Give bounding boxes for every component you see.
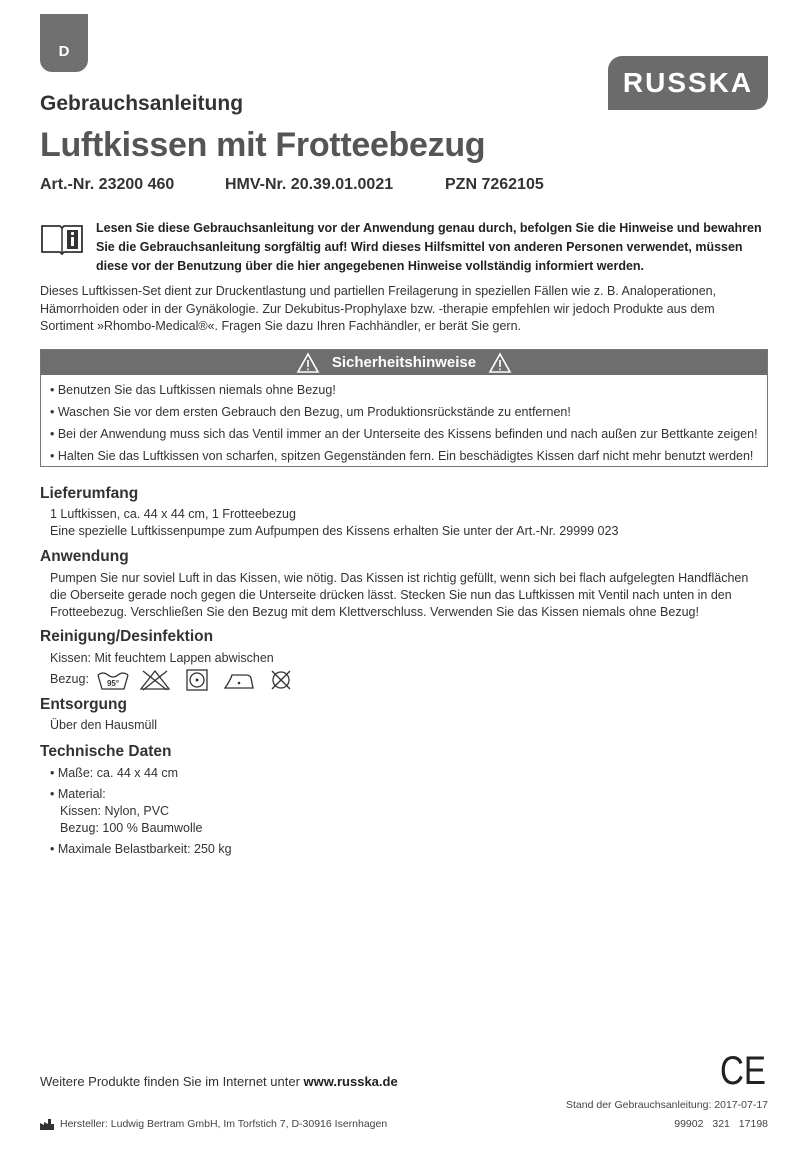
list-item: • Benutzen Sie das Luftkissen niemals ohne Bezug! bbox=[50, 383, 336, 397]
manufacturer-address: Hersteller: Ludwig Bertram GmbH, Im Torfstich 7, D-30916 Isernhagen bbox=[60, 1118, 388, 1130]
cleaning-bezug-label: Bezug: bbox=[50, 672, 89, 686]
language-tab bbox=[40, 14, 88, 72]
safety-list bbox=[41, 375, 767, 467]
section-body-technische-daten bbox=[50, 765, 770, 858]
care-symbols bbox=[96, 669, 298, 691]
safety-box bbox=[40, 349, 768, 467]
ce-mark-icon bbox=[720, 1049, 768, 1093]
document-code: 99902 321 bbox=[674, 1118, 730, 1130]
list-item: • Bei der Anwendung muss sich das Ventil immer an der Unterseite des Kissens befinden und nach außen zur Bettkante zeigen! bbox=[50, 427, 758, 441]
section-heading-lieferumfang: Lieferumfang bbox=[40, 485, 139, 502]
warning-icon bbox=[488, 352, 512, 374]
page-title: Luftkissen mit Frotteebezug bbox=[40, 126, 486, 164]
product-intro: Dieses Luftkissen-Set dient zur Druckentlastung und partiellen Freilagerung in speziellen Fällen wie z. B. Analoperationen, Hämorrhoiden oder in der Gynäkologie. Zur Dekubitus-Prophylaxe bzw. -therapie empfehlen wir jedoch Produkte aus dem Sortiment »Rhombo-Medical®«. Fragen Sie dazu Ihren Fachhändler, er berät Sie gern. bbox=[40, 284, 717, 333]
read-manual-icon bbox=[40, 222, 84, 256]
section-heading-anwendung: Anwendung bbox=[40, 548, 129, 565]
safety-heading: Sicherheitshinweise bbox=[331, 354, 477, 371]
brand-name: RUSSKA bbox=[622, 67, 754, 98]
hmv-number: HMV-Nr. 20.39.01.0021 bbox=[225, 176, 394, 193]
section-heading-technische-daten: Technische Daten bbox=[40, 743, 172, 760]
spec-material: • Material: bbox=[50, 787, 106, 801]
more-products-text: Weitere Produkte finden Sie im Internet unter bbox=[40, 1074, 300, 1089]
more-products bbox=[40, 1074, 398, 1089]
no-dry-clean-icon bbox=[264, 669, 298, 691]
text-line: Eine spezielle Luftkissenpumpe zum Aufpumpen des Kissens erhalten Sie unter der Art.-Nr. 29999 023 bbox=[50, 524, 619, 538]
website-link[interactable]: www.russka.de bbox=[303, 1074, 398, 1089]
section-heading-reinigung: Reinigung/Desinfektion bbox=[40, 628, 214, 645]
section-body-entsorgung: Über den Hausmüll bbox=[50, 718, 157, 732]
list-item: • Waschen Sie vor dem ersten Gebrauch den Bezug, um Produktionsrückstände zu entfernen! bbox=[50, 405, 571, 419]
factory-icon bbox=[40, 1119, 54, 1130]
wash-95-icon bbox=[96, 669, 130, 691]
text-line: 1 Luftkissen, ca. 44 x 44 cm, 1 Frotteebezug bbox=[50, 507, 296, 521]
list-item: • Halten Sie das Luftkissen von scharfen, spitzen Gegenständen fern. Ein beschädigtes Kissen darf nicht mehr benutzt werden! bbox=[50, 449, 754, 463]
manufacturer bbox=[40, 1118, 387, 1130]
pzn-number: PZN 7262105 bbox=[445, 176, 544, 193]
ce-mark: CE bbox=[720, 1049, 766, 1093]
tumble-dry-icon bbox=[180, 669, 214, 691]
spec-material-bezug: Bezug: 100 % Baumwolle bbox=[60, 821, 203, 835]
language-code: D bbox=[58, 43, 70, 60]
section-body-anwendung: Pumpen Sie nur soviel Luft in das Kissen, wie nötig. Das Kissen ist richtig gefüllt, wenn sich bei flach aufgelegten Handflächen die Oberseite gerade noch gegen die Unterseite drücken lässt. Stecken Sie nun das Luftkissen mit Ventil nach unten in den Frotteebezug. Verschließen Sie den Bezug mit dem Klettverschluss. Verwenden Sie das Kissen niemals ohne Bezug! bbox=[50, 571, 749, 619]
section-body-lieferumfang bbox=[50, 506, 770, 540]
iron-icon bbox=[222, 669, 256, 691]
manual-date: Stand der Gebrauchsanleitung: 2017-07-17 bbox=[566, 1099, 768, 1111]
safety-header bbox=[41, 350, 767, 375]
spec-dimensions: • Maße: ca. 44 x 44 cm bbox=[50, 766, 179, 780]
cleaning-kissen: Kissen: Mit feuchtem Lappen abwischen bbox=[50, 651, 274, 665]
article-number: Art.-Nr. 23200 460 bbox=[40, 176, 175, 193]
document-codes bbox=[674, 1118, 768, 1130]
no-bleach-icon bbox=[138, 669, 172, 691]
safety-notice: Lesen Sie diese Gebrauchsanleitung vor der Anwendung genau durch, befolgen Sie die Hinweise und bewahren Sie die Gebrauchsanleitung sorgfältig auf! Wird dieses Hilfsmittel von anderen Personen verwendet, müssen diese vor der Benutzung über die hier angegebenen Hinweise vollständig informiert werden. bbox=[96, 221, 762, 273]
warning-icon bbox=[296, 352, 320, 374]
wash-temperature: 95° bbox=[106, 679, 120, 688]
brand-logo bbox=[608, 56, 768, 110]
spec-max-load: • Maximale Belastbarkeit: 250 kg bbox=[50, 842, 232, 856]
spec-material-kissen: Kissen: Nylon, PVC bbox=[60, 804, 170, 818]
document-type: Gebrauchsanleitung bbox=[40, 92, 244, 115]
document-code: 17198 bbox=[738, 1118, 768, 1130]
section-heading-entsorgung: Entsorgung bbox=[40, 696, 127, 713]
